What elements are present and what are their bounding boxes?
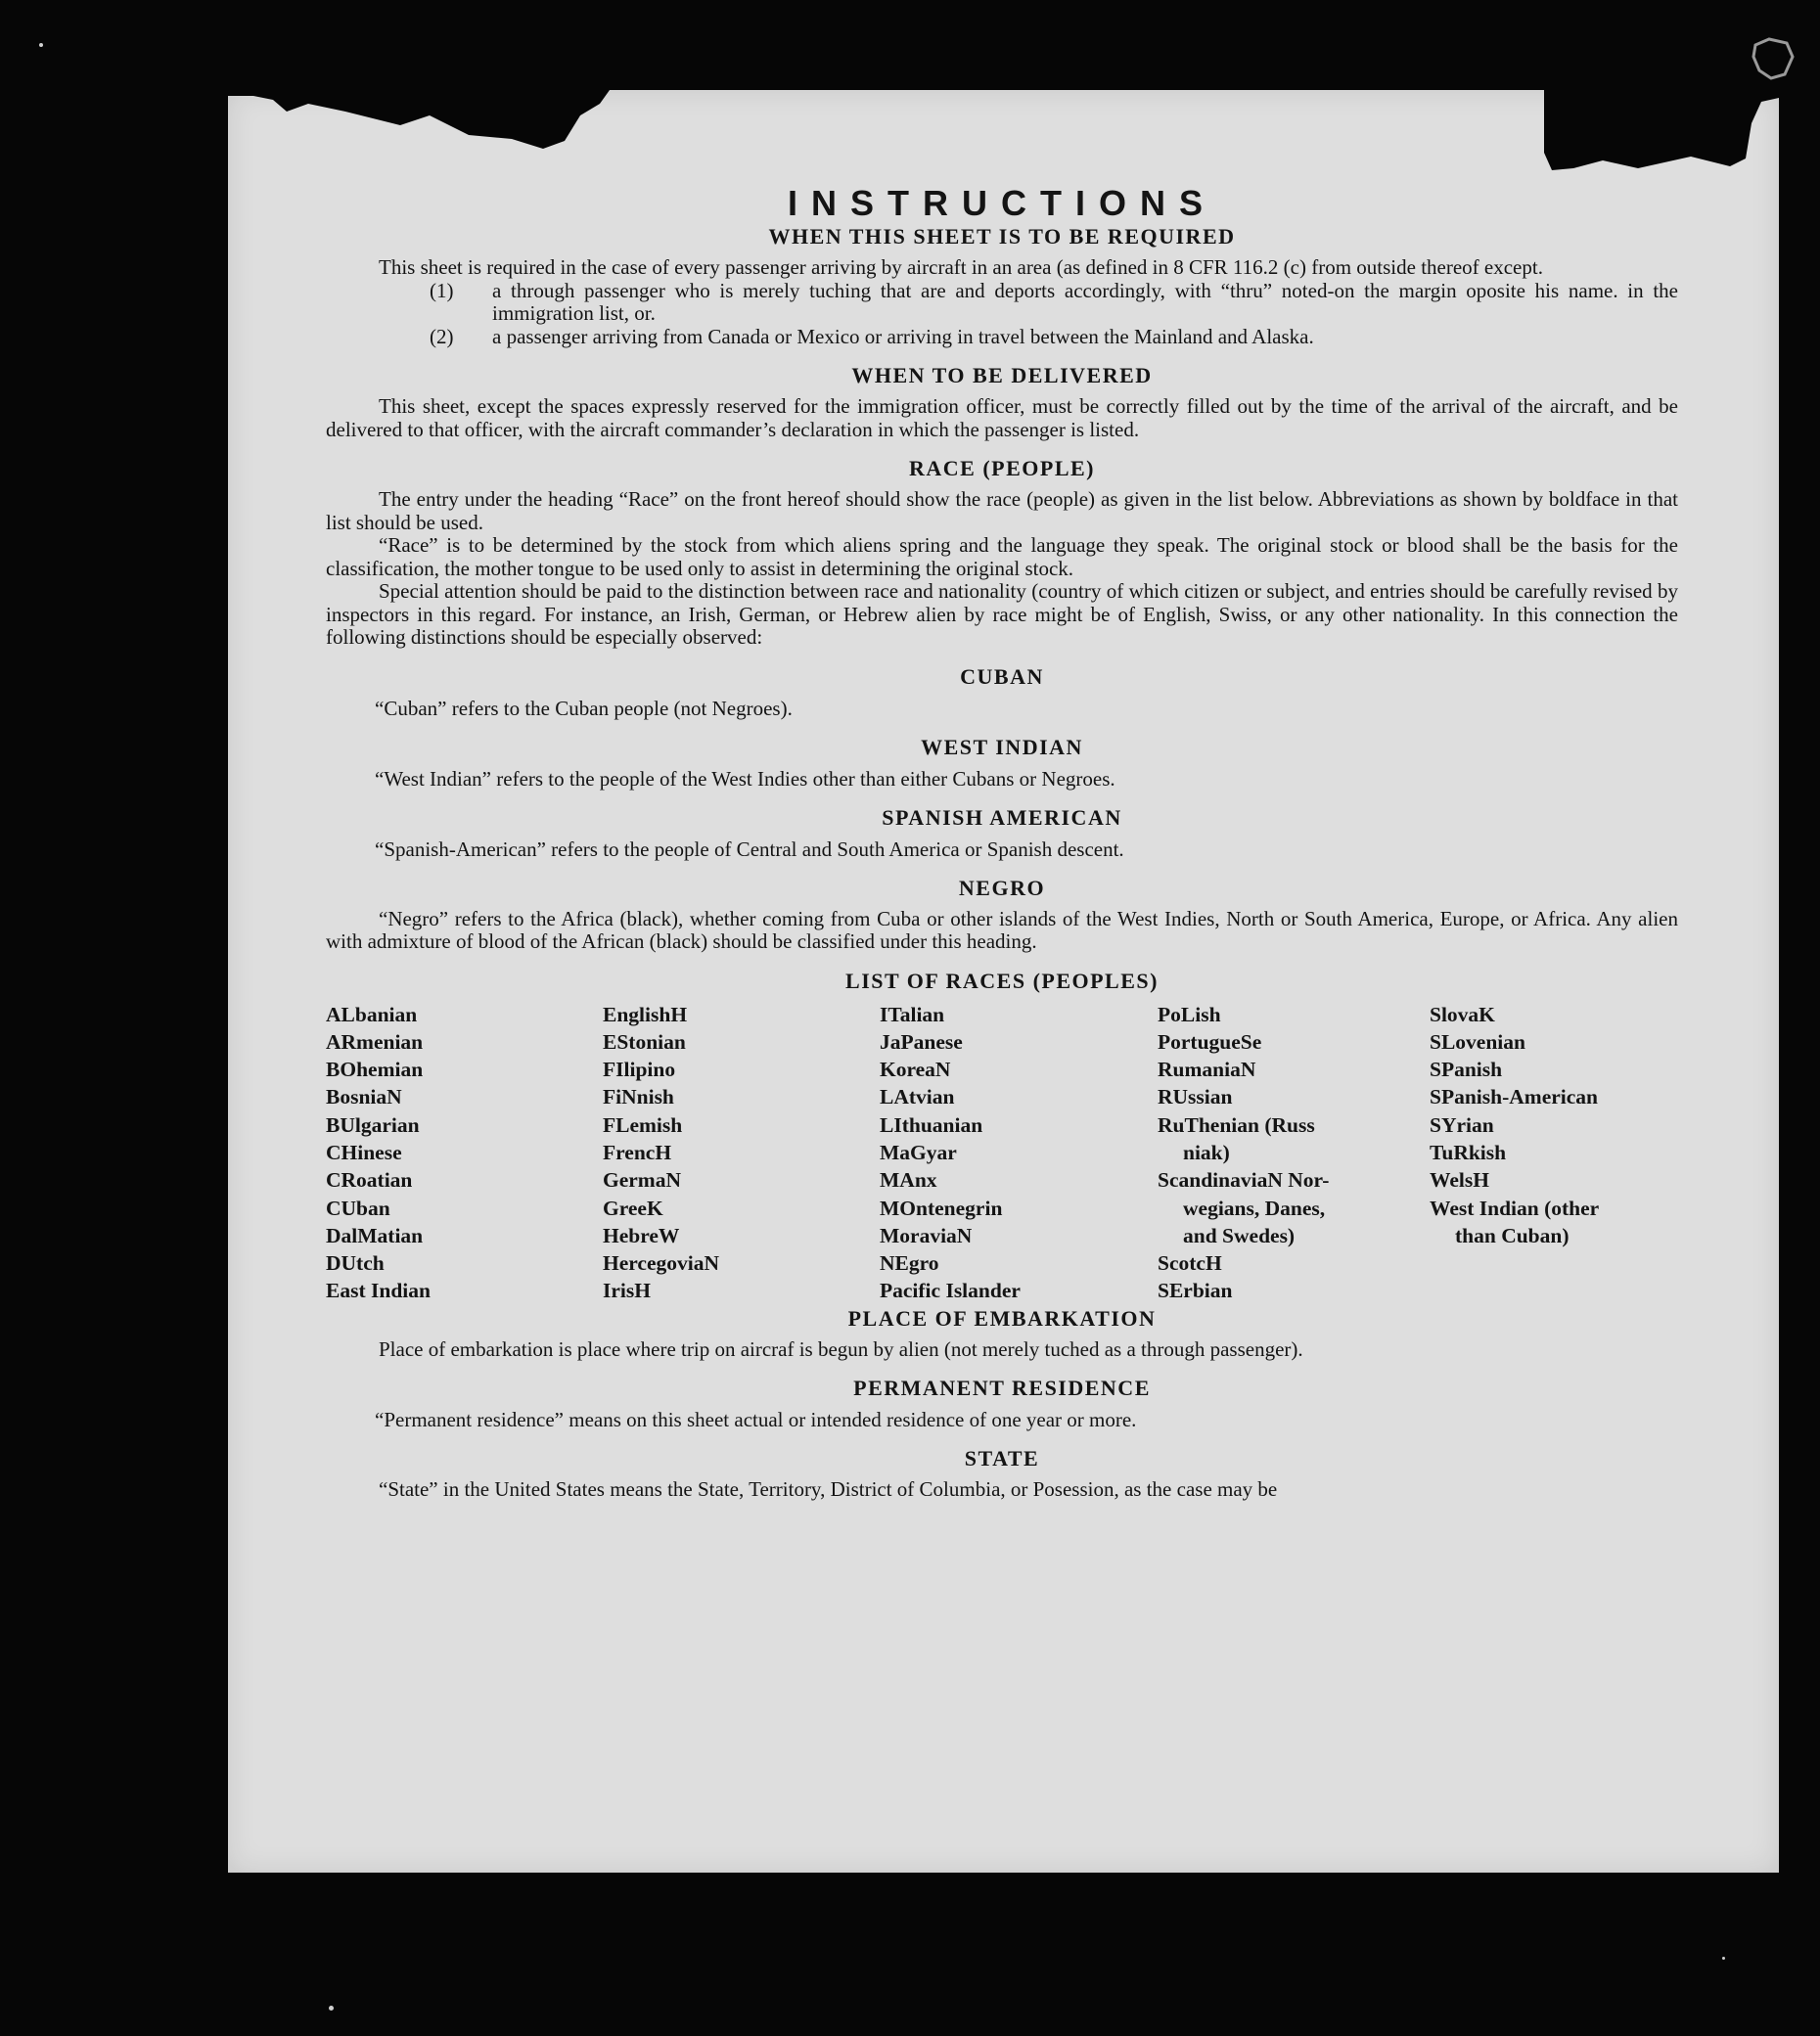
race-entry: FLemish	[603, 1112, 683, 1137]
race-column	[880, 1001, 1158, 1305]
race-entry: SPanish	[1430, 1058, 1503, 1082]
section-heading: LIST OF RACES (PEOPLES)	[845, 968, 1159, 993]
race-entry: CHinese	[326, 1140, 402, 1164]
race-entry: IrisH	[603, 1279, 651, 1303]
race-entry: Pacific Islander	[880, 1279, 1021, 1303]
section-text: “Cuban” refers to the Cuban people (not Negroes).	[375, 696, 793, 720]
section-heading: CUBAN	[960, 663, 1044, 689]
race-entry: MOntenegrin	[880, 1196, 1003, 1220]
race-entry: ARmenian	[326, 1029, 424, 1054]
section-text: “Negro” refers to the Africa (black), whether coming from Cuba or other islands of the West Indies, North or South America, Europe, or Africa. Any alien with admixture of blood of the African (black) should be classified under this heading.	[326, 906, 1678, 953]
race-entry: HercegoviaN	[603, 1251, 720, 1276]
race-entry: LIthuanian	[880, 1112, 983, 1137]
section-heading: WHEN THIS SHEET IS TO BE REQUIRED	[768, 224, 1236, 249]
race-entry: SLovenian	[1430, 1029, 1525, 1054]
race-entry: MoraviaN	[880, 1223, 973, 1247]
section-text: Special attention should be paid to the distinction between race and nationality (country of which citizen or subject, and entries should be carefully revised by inspectors in this regard. For instance, an Irish, German, or Hebrew alien by race might be of English, Swiss, or any other nationality. In this connection the following distinctions should be especially observed:	[326, 579, 1678, 649]
race-entry: than Cuban)	[1455, 1223, 1570, 1247]
race-entry: BosniaN	[326, 1085, 402, 1109]
section-heading: WEST INDIAN	[921, 734, 1083, 759]
section-text: Place of embarkation is place where trip on aircraf is begun by alien (not merely tuched as a through passenger).	[379, 1336, 1303, 1361]
race-entry: West Indian (other	[1430, 1196, 1600, 1220]
page-content	[326, 184, 1678, 1502]
race-column	[1158, 1001, 1430, 1305]
race-entry: ScotcH	[1158, 1251, 1222, 1276]
race-entry: EStonian	[603, 1029, 686, 1054]
race-entry: EnglishH	[603, 1002, 688, 1026]
section-text: “West Indian” refers to the people of the West Indies other than either Cubans or Negroes.	[375, 766, 1115, 791]
section-heading: STATE	[964, 1446, 1040, 1471]
section-heading: WHEN TO BE DELIVERED	[851, 363, 1153, 387]
race-entry: ITalian	[880, 1002, 945, 1026]
race-entry: KoreaN	[880, 1058, 951, 1082]
race-entry: DalMatian	[326, 1223, 424, 1247]
race-entry: GreeK	[603, 1196, 663, 1220]
race-entry: JaPanese	[880, 1029, 963, 1054]
race-entry: RUssian	[1158, 1085, 1233, 1109]
race-entry: BUlgarian	[326, 1112, 420, 1137]
race-entry: GermaN	[603, 1168, 681, 1193]
torn-corner-left	[228, 90, 610, 183]
race-column	[1430, 1001, 1678, 1305]
scan-speck	[39, 43, 43, 47]
page-title: INSTRUCTIONS	[788, 183, 1216, 223]
race-entry: FIlipino	[603, 1058, 676, 1082]
race-entry: SPanish-American	[1430, 1085, 1598, 1109]
item-number: (1)	[430, 278, 454, 302]
section-text: “Permanent residence” means on this sheet actual or intended residence of one year or more.	[375, 1408, 1137, 1432]
race-entry: ScandinaviaN Nor-	[1158, 1168, 1330, 1193]
race-entry: SYrian	[1430, 1112, 1494, 1137]
race-entry: and Swedes)	[1183, 1223, 1296, 1247]
race-column	[603, 1001, 880, 1305]
list-item	[326, 326, 1678, 349]
section-text: This sheet is required in the case of every passenger arriving by aircraft in an area (as defined in 8 CFR 116.2 (c) from outside thereof except.	[379, 255, 1543, 279]
race-entry: CUban	[326, 1196, 390, 1220]
race-entry: wegians, Danes,	[1183, 1196, 1326, 1220]
section-heading: RACE (PEOPLE)	[909, 456, 1095, 480]
race-entry: PoLish	[1158, 1002, 1221, 1026]
race-entry: TuRkish	[1430, 1140, 1507, 1164]
race-entry: LAtvian	[880, 1085, 955, 1109]
item-text: a passenger arriving from Canada or Mexico or arriving in travel between the Mainland and Alaska.	[492, 324, 1314, 348]
race-entry: SErbian	[1158, 1279, 1233, 1303]
item-number: (2)	[430, 324, 454, 348]
document-page	[228, 90, 1779, 1873]
race-entry: RumaniaN	[1158, 1058, 1256, 1082]
race-entry: East Indian	[326, 1279, 431, 1303]
race-entry: PortugueSe	[1158, 1029, 1262, 1054]
section-heading: SPANISH AMERICAN	[882, 804, 1122, 830]
race-entry: niak)	[1183, 1140, 1230, 1164]
race-list	[326, 1001, 1678, 1305]
race-entry: WelsH	[1430, 1168, 1489, 1193]
section-heading: NEGRO	[958, 875, 1046, 900]
race-entry: DUtch	[326, 1251, 385, 1276]
race-entry: FrencH	[603, 1140, 672, 1164]
race-entry: RuThenian (Russ	[1158, 1112, 1315, 1137]
scan-speck	[1722, 1957, 1725, 1960]
race-entry: FiNnish	[603, 1085, 674, 1109]
race-entry: SlovaK	[1430, 1002, 1495, 1026]
race-column	[326, 1001, 603, 1305]
section-heading: PERMANENT RESIDENCE	[853, 1376, 1151, 1401]
race-entry: BOhemian	[326, 1058, 424, 1082]
race-entry: MAnx	[880, 1168, 937, 1193]
race-entry: MaGyar	[880, 1140, 957, 1164]
scan-speck	[329, 2006, 334, 2011]
race-entry: ALbanian	[326, 1002, 418, 1026]
race-entry: HebreW	[603, 1223, 680, 1247]
torn-corner-right	[1544, 90, 1779, 178]
section-text: “Race” is to be determined by the stock from which aliens spring and the language they speak. The original stock or blood shall be the basis for the classification, the mother tongue to be used only to assist in determining the original stock.	[326, 533, 1678, 580]
section-text: “Spanish-American” refers to the people of Central and South America or Spanish descent.	[375, 837, 1124, 861]
section-text: This sheet, except the spaces expressly reserved for the immigration officer, must be correctly filled out by the time of the arrival of the aircraft, and be delivered to that officer, with the aircraft commander’s declaration in which the passenger is listed.	[326, 394, 1678, 441]
race-entry: CRoatian	[326, 1168, 413, 1193]
list-item	[326, 280, 1678, 326]
paper-clip-mark	[1748, 35, 1797, 84]
item-text: a through passenger who is merely tuching that are and deports accordingly, with “thru” noted-on the margin oposite his name. in the immigration list, or.	[492, 278, 1678, 325]
section-text: The entry under the heading “Race” on the front hereof should show the race (people) as given in the list below. Abbreviations as shown by boldface in that list should be used.	[326, 487, 1678, 534]
race-entry: NEgro	[880, 1251, 939, 1276]
section-text: “State” in the United States means the State, Territory, District of Columbia, or Posession, as the case may be	[379, 1477, 1278, 1502]
section-heading: PLACE OF EMBARKATION	[847, 1305, 1157, 1331]
